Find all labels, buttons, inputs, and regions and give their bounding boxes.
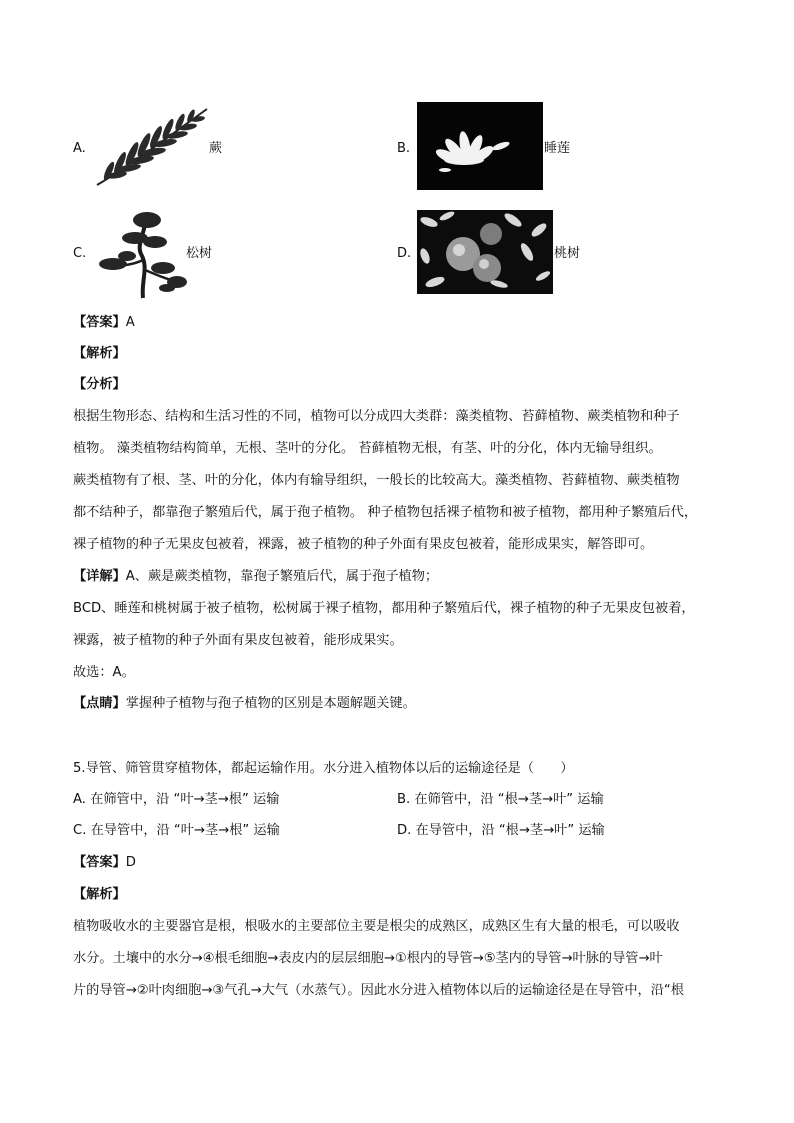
analysis-text-line: 植物吸收水的主要器官是根，根吸水的主要部位主要是根尖的成熟区，成熟区生有大量的根毛，可以吸收 <box>73 919 680 934</box>
choice-c: C. 在导管中，沿 “叶→茎→根” 运输 <box>73 823 280 838</box>
option-name: 桃树 <box>554 246 581 261</box>
water-lily-image <box>417 102 543 190</box>
choice-b: B. 在筛管中，沿 “根→茎→叶” 运输 <box>397 792 604 807</box>
answer-line <box>73 314 135 332</box>
option-letter: D. <box>397 246 412 261</box>
analysis-text-line: 水分。土壤中的水分→④根毛细胞→表皮内的层层细胞→①根内的导管→⑤茎内的导管→叶脉的导管→叶 <box>73 951 663 966</box>
option-letter: B. <box>397 141 411 156</box>
conclusion-line: 故选：A。 <box>73 665 135 680</box>
answer-value: A <box>125 315 135 330</box>
answer-tag: 【答案】 <box>73 855 126 870</box>
fern-leaf-image <box>93 105 211 190</box>
option-name: 睡莲 <box>544 141 571 156</box>
fenxi-text-line: 都不结种子，都靠孢子繁殖后代，属于孢子植物。 种子植物包括裸子植物和被子植物，都用种子繁殖后代， <box>73 505 698 520</box>
option-letter: A. <box>73 141 86 156</box>
choice-d: D. 在导管中，沿 “根→茎→叶” 运输 <box>397 823 605 838</box>
analysis-text-line: 片的导管→②叶肉细胞→③气孔→大气（水蒸气）。因此水分进入植物体以后的运输途径是在导管中，沿“根 <box>73 983 684 998</box>
comment-text: 掌握种子植物与孢子植物的区别是本题解题关键。 <box>125 696 416 711</box>
choice-a: A. 在筛管中，沿 “叶→茎→根” 运输 <box>73 792 280 807</box>
analysis-heading: 【解析】 <box>73 346 126 361</box>
fenxi-text-line: 植物。 藻类植物结构简单，无根、茎叶的分化。 苔藓植物无根，有茎、叶的分化，体内无输导组织。 <box>73 441 662 456</box>
option-letter: C. <box>73 246 87 261</box>
detail-text-line: BCD、睡莲和桃树属于被子植物，松树属于裸子植物，都用种子繁殖后代，裸子植物的种子无果皮包被着， <box>73 601 695 616</box>
fenxi-text-line: 蕨类植物有了根、茎、叶的分化，体内有输导组织，一般长的比较高大。藻类植物、苔藓植物、蕨类植物 <box>73 473 680 488</box>
fenxi-heading: 【分析】 <box>73 377 126 392</box>
answer-tag: 【答案】 <box>73 315 126 330</box>
detail-text: A、蕨是蕨类植物，靠孢子繁殖后代，属于孢子植物； <box>125 569 439 584</box>
answer-line <box>73 854 136 872</box>
peach-tree-image <box>417 210 553 294</box>
detail-tag: 【详解】 <box>73 569 126 584</box>
pine-tree-image <box>97 208 187 300</box>
detail-line <box>73 568 438 586</box>
fenxi-text-line: 根据生物形态、结构和生活习性的不同，植物可以分成四大类群：藻类植物、苔藓植物、蕨类植物和种子 <box>73 409 680 424</box>
analysis-heading: 【解析】 <box>73 887 126 902</box>
fenxi-text-line: 裸子植物的种子无果皮包被着，裸露，被子植物的种子外面有果皮包被着，能形成果实，解答即可。 <box>73 537 654 552</box>
option-name: 蕨 <box>209 141 223 156</box>
option-name: 松树 <box>186 246 213 261</box>
answer-value: D <box>125 855 136 870</box>
comment-tag: 【点睛】 <box>73 696 126 711</box>
detail-text-line: 裸露，被子植物的种子外面有果皮包被着，能形成果实。 <box>73 633 403 648</box>
comment-line <box>73 695 416 713</box>
question-stem: 5.导管、筛管贯穿植物体，都起运输作用。水分进入植物体以后的运输途径是（ ） <box>73 761 574 776</box>
